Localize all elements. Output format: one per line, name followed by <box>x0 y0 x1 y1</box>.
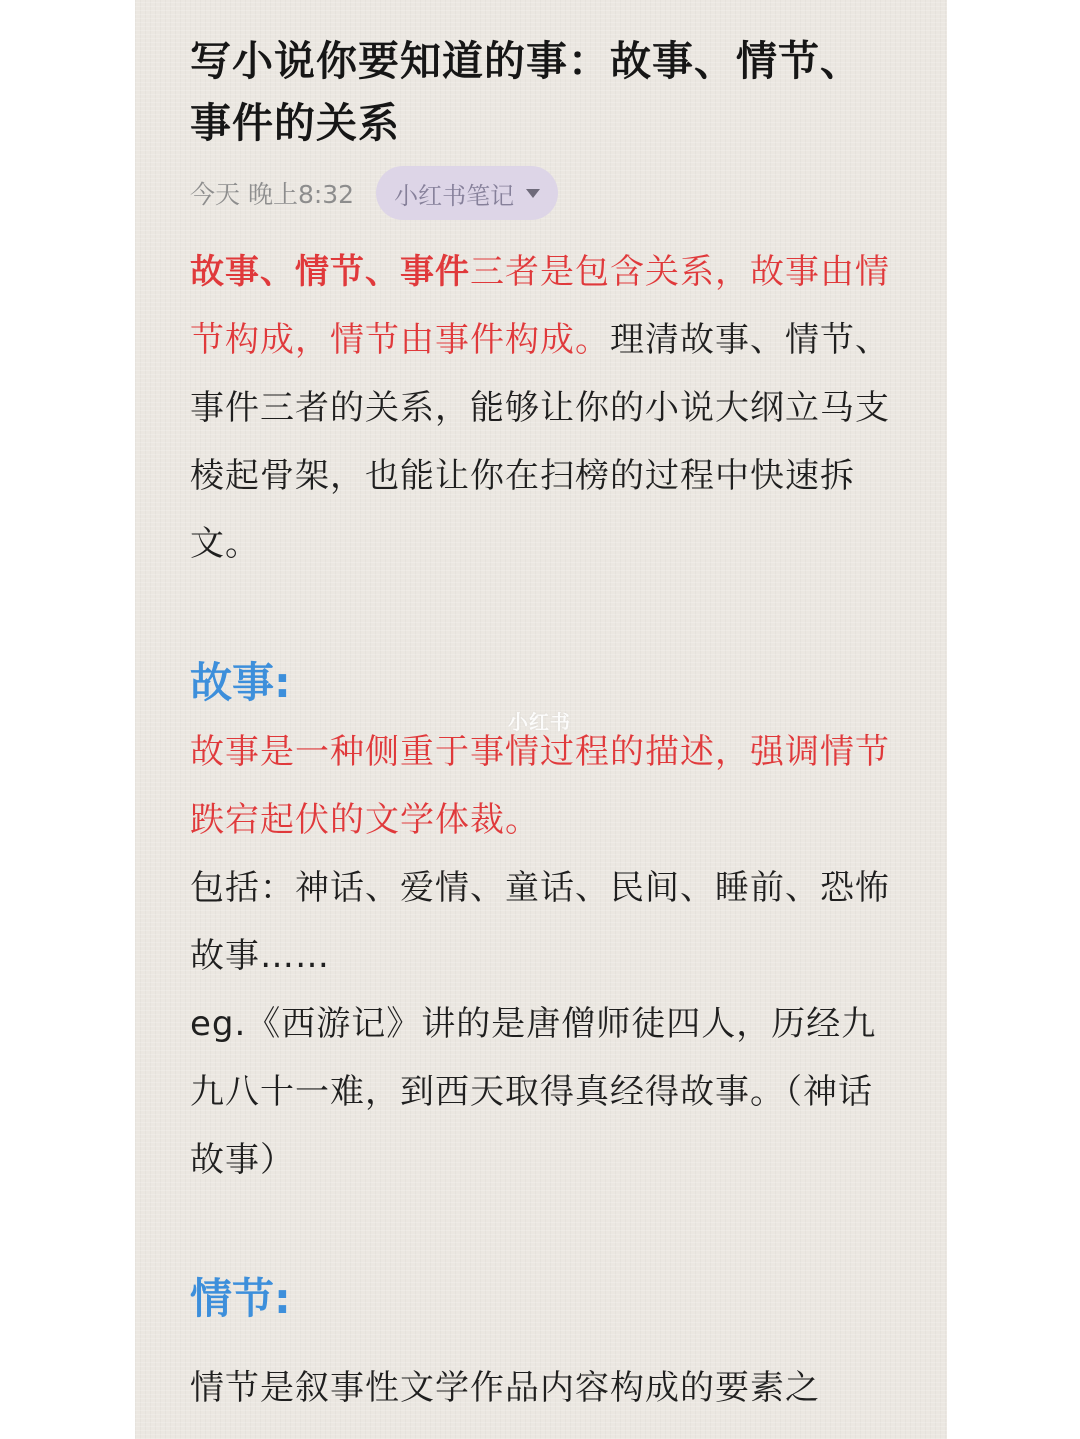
note-meta <box>190 166 900 220</box>
chevron-down-icon <box>526 189 540 198</box>
intro-paragraph <box>190 238 900 578</box>
folder-selector[interactable] <box>376 166 558 220</box>
intro-highlight-bold: 故事、情节、事件 <box>190 252 470 292</box>
note-title: 写小说你要知道的事：故事、情节、事件的关系 <box>190 37 862 147</box>
story-includes: 包括：神话、爱情、童话、民间、睡前、恐怖故事…… <box>190 868 890 976</box>
note-timestamp: 今天 晚上8:32 <box>190 180 355 209</box>
folder-label: 小红书笔记 <box>394 181 515 210</box>
plot-heading: 情节: <box>190 1274 291 1323</box>
intro-rest: 理清故事、情节、事件三者的关系，能够让你的小说大纲立马支棱起骨架，也能让你在扫榜的过程中快速拆文。 <box>190 320 890 564</box>
watermark-logo: 小红书 <box>508 710 571 734</box>
story-definition: 故事是一种侧重于事情过程的描述，强调情节跌宕起伏的文学体裁。 <box>190 732 890 840</box>
plot-definition: 情节是叙事性文学作品内容构成的要素之 <box>190 1368 820 1408</box>
story-example: eg.《西游记》讲的是唐僧师徒四人，历经九九八十一难，到西天取得真经得故事。（神话故事） <box>190 1004 877 1180</box>
intro-highlight: 三者是包含关系，故事由情节构成，情节由事件构成。 <box>190 252 890 360</box>
story-heading: 故事: <box>190 658 291 707</box>
